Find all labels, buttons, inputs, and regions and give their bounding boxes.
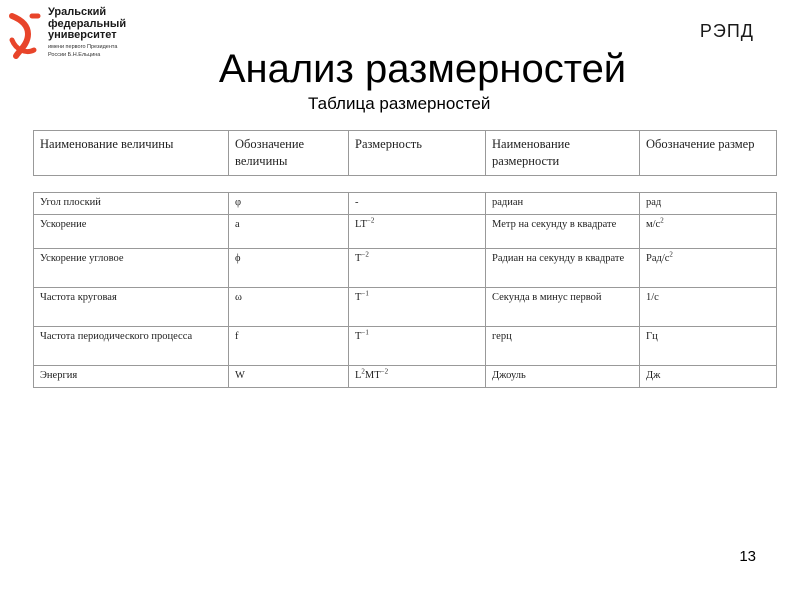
table-row [34,288,777,327]
cell-dimension: $T^{-1}$ [349,288,486,327]
cell-symbol: f [229,327,349,366]
cell-unit: рад [640,193,777,215]
header-symbol: Обозначение величины [229,131,349,176]
dimensions-table [33,192,777,388]
cell-unit-name: Джоуль [486,366,640,388]
logo-line-3: университет [48,29,117,41]
cell-unit: Рад/$с^2$ [640,249,777,288]
table-row [34,215,777,249]
header-name: Наименование величины [34,131,229,176]
cell-unit-name: Радиан на секунду в квадрате [486,249,640,288]
table-row [34,193,777,215]
header-table [33,130,777,176]
cell-dimension: $LT^{-2}$ [349,215,486,249]
header-dimension: Размерность [349,131,486,176]
header-row [34,131,777,176]
table-row [34,366,777,388]
cell-unit-name: Секунда в минус первой [486,288,640,327]
cell-symbol: φ [229,193,349,215]
logo-line-1: Уральский [48,6,107,18]
cell-symbol: a [229,215,349,249]
cell-name: Энергия [34,366,229,388]
table-row [34,249,777,288]
cell-unit-name: Метр на секунду в квадрате [486,215,640,249]
logo-sub-2: России Б.Н.Ельцина [48,52,101,58]
cell-dimension: $T^{-1}$ [349,327,486,366]
slide-title: Анализ размерностей [218,47,627,91]
page-number: 13 [739,548,756,565]
table-row [34,327,777,366]
cell-dimension: - [349,193,486,215]
cell-unit-name: герц [486,327,640,366]
cell-unit: $м/с^2$ [640,215,777,249]
cell-dimension: $T^{-2}$ [349,249,486,288]
header-unit-name: Наименование размерности [486,131,640,176]
cell-name: Частота периодического процесса [34,327,229,366]
cell-unit-name: радиан [486,193,640,215]
header-unit-symbol: Обозначение размер [640,131,777,176]
cell-dimension: $L^2MT^{-2}$ [349,366,486,388]
cell-unit: Гц [640,327,777,366]
cell-name: Ускорение [34,215,229,249]
slide-subtitle: Таблица размерностей [308,94,491,113]
cell-unit: Дж [640,366,777,388]
cell-symbol: ω [229,288,349,327]
cell-symbol: W [229,366,349,388]
cell-name: Частота круговая [34,288,229,327]
cell-symbol: ϕ [229,249,349,288]
logo-sub-1: имени первого Президента [48,43,118,50]
cell-name: Угол плоский [34,193,229,215]
logo-line-2: федеральный [48,17,127,30]
cell-name: Ускорение угловое [34,249,229,288]
brand-label: РЭПД [699,21,754,41]
cell-unit: 1/с [640,288,777,327]
